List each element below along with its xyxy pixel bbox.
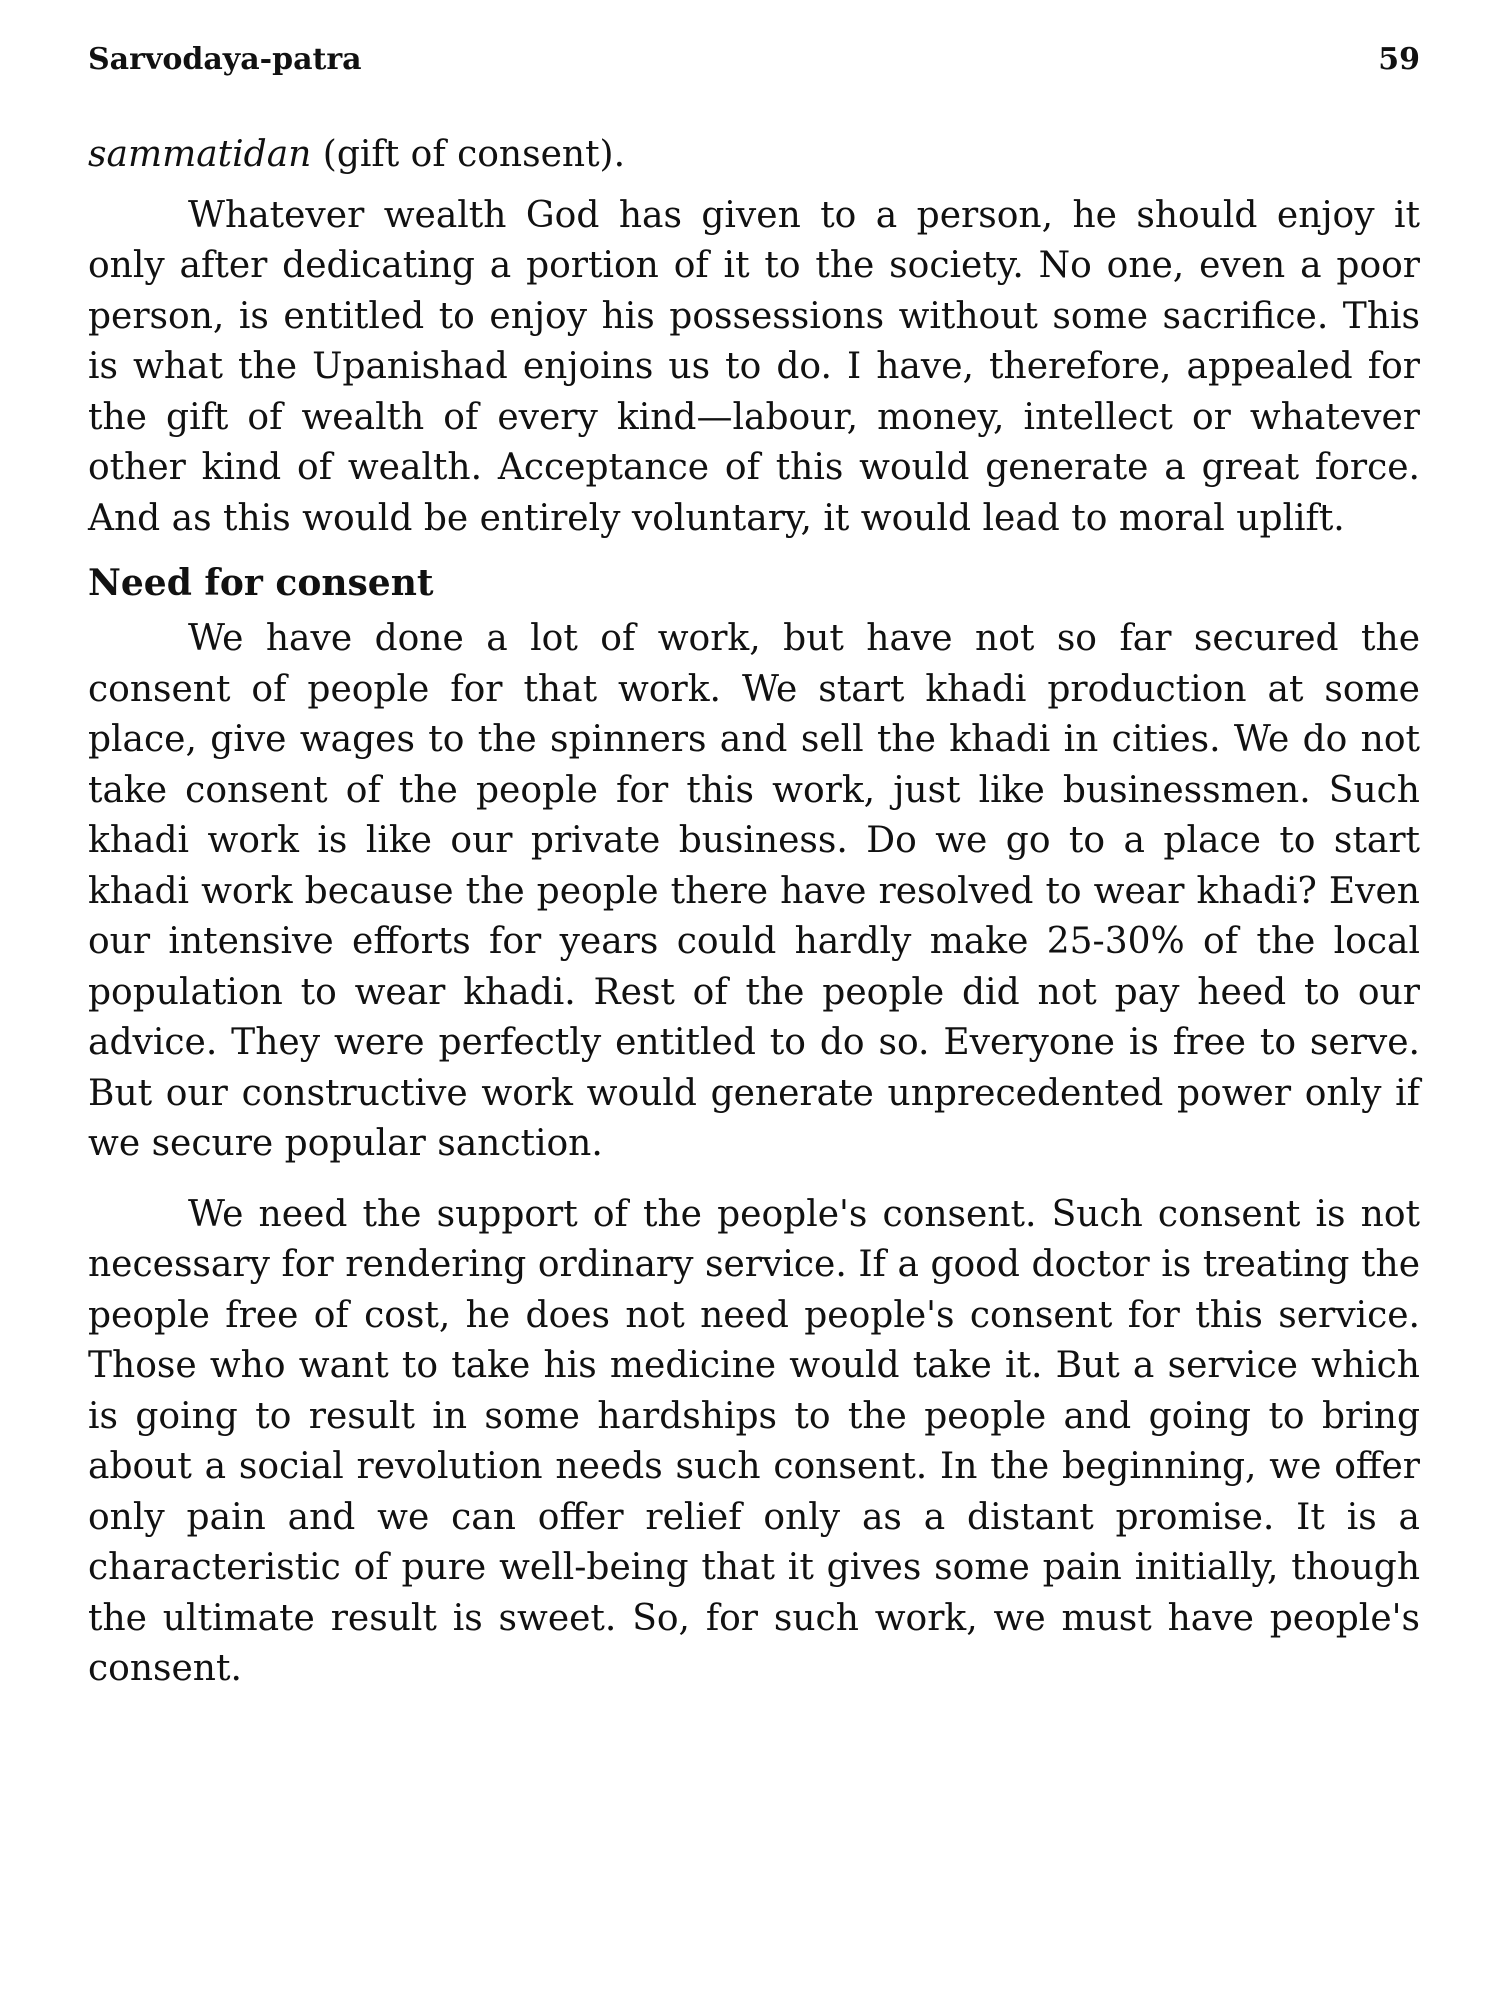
lead-italic-term: sammatidan <box>88 134 312 175</box>
running-title: Sarvodaya-patra <box>88 42 362 77</box>
running-header <box>88 40 1420 80</box>
paragraph-spacer <box>88 1170 1420 1190</box>
page-number: 59 <box>1378 42 1420 77</box>
paragraph-wealth: Whatever wealth God has given to a person, he should enjoy it only after dedicating a portion of it to the society. No one, even a poor person, is entitled to enjoy his possessions without some sacrifice. This is what the Upanishad enjoins us to do. I have, therefore, appealed for the gift of wealth of every kind—labour, money, intellect or whatever other kind of wealth. Acceptance of this would generate a great force. And as this would be entirely voluntary, it would lead to moral uplift. <box>88 194 1420 539</box>
paragraph-consent: We need the support of the people's consent. Such consent is not necessary for rendering ordinary service. If a good doctor is treating the people free of cost, he does not need people's consent for this service. Those who want to take his medicine would take it. But a service which is going to result in some hardships to the people and going to bring about a social revolution needs such consent. In the beginning, we offer only pain and we can offer relief only as a distant promise. It is a characteristic of pure well-being that it gives some pain initially, though the ultimate result is sweet. So, for such work, we must have people's consent. <box>88 1193 1420 1689</box>
section-heading: Need for consent <box>88 562 434 604</box>
lead-rest: (gift of consent). <box>311 134 626 175</box>
lead-line <box>88 130 1420 181</box>
paragraph-khadi: We have done a lot of work, but have not so far secured the consent of people for that work. We start khadi production at some place, give wages to the spinners and sell the khadi in cities. We do not take consent of the people for this work, just like businessmen. Such khadi work is like our private business. Do we go to a place to start khadi work because the people there have resolved to wear khadi? Even our intensive efforts for years could hardly make 25-30% of the local population to wear khadi. Rest of the people did not pay heed to our advice. They were perfectly entitled to do so. Everyone is free to serve. But our constructive work would generate unprecedented power only if we secure popular sanction. <box>88 618 1420 1164</box>
book-page <box>88 40 1420 1695</box>
